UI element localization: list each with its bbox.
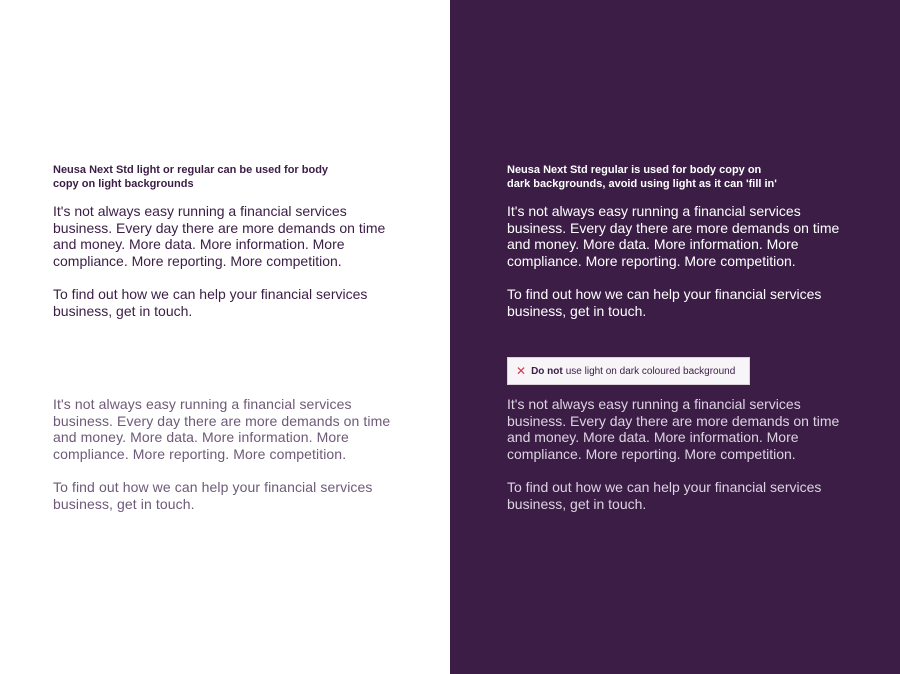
- caption-line: Neusa Next Std light or regular can be used for body: [53, 164, 329, 176]
- light-panel-caption: [53, 163, 383, 191]
- sample-paragraph: To find out how we can help your financial services business, get in touch.: [53, 285, 368, 319]
- sample-paragraph: To find out how we can help your financial services business, get in touch.: [507, 478, 822, 512]
- regular-weight-sample: [507, 203, 847, 319]
- sample-paragraph: It's not always easy running a financial services business. Every day there are more demands on time and money. More data. More information. More compliance. More reporting. More competition.: [507, 203, 840, 269]
- warning-text: use light on dark coloured background: [565, 365, 736, 377]
- caption-line: Neusa Next Std regular is used for body copy on: [507, 164, 762, 176]
- warning-emphasis: Do not: [531, 365, 563, 377]
- light-weight-sample: [507, 396, 847, 512]
- light-weight-sample: [53, 396, 393, 512]
- dark-background-panel: [450, 0, 900, 674]
- sample-paragraph: It's not always easy running a financial services business. Every day there are more demands on time and money. More data. More information. More compliance. More reporting. More competition.: [53, 203, 386, 269]
- sample-paragraph: It's not always easy running a financial services business. Every day there are more demands on time and money. More data. More information. More compliance. More reporting. More competition.: [507, 396, 840, 462]
- sample-paragraph: To find out how we can help your financial services business, get in touch.: [507, 285, 822, 319]
- caption-line: dark backgrounds, avoid using light as it can 'fill in': [507, 178, 777, 190]
- regular-weight-sample: [53, 203, 393, 319]
- dark-panel-caption: [507, 163, 837, 191]
- do-not-warning-badge: [507, 357, 750, 385]
- sample-paragraph: It's not always easy running a financial services business. Every day there are more demands on time and money. More data. More information. More compliance. More reporting. More competition.: [53, 396, 391, 462]
- close-icon: ✕: [516, 364, 527, 378]
- sample-paragraph: To find out how we can help your financial services business, get in touch.: [53, 478, 373, 512]
- caption-line: copy on light backgrounds: [53, 178, 194, 190]
